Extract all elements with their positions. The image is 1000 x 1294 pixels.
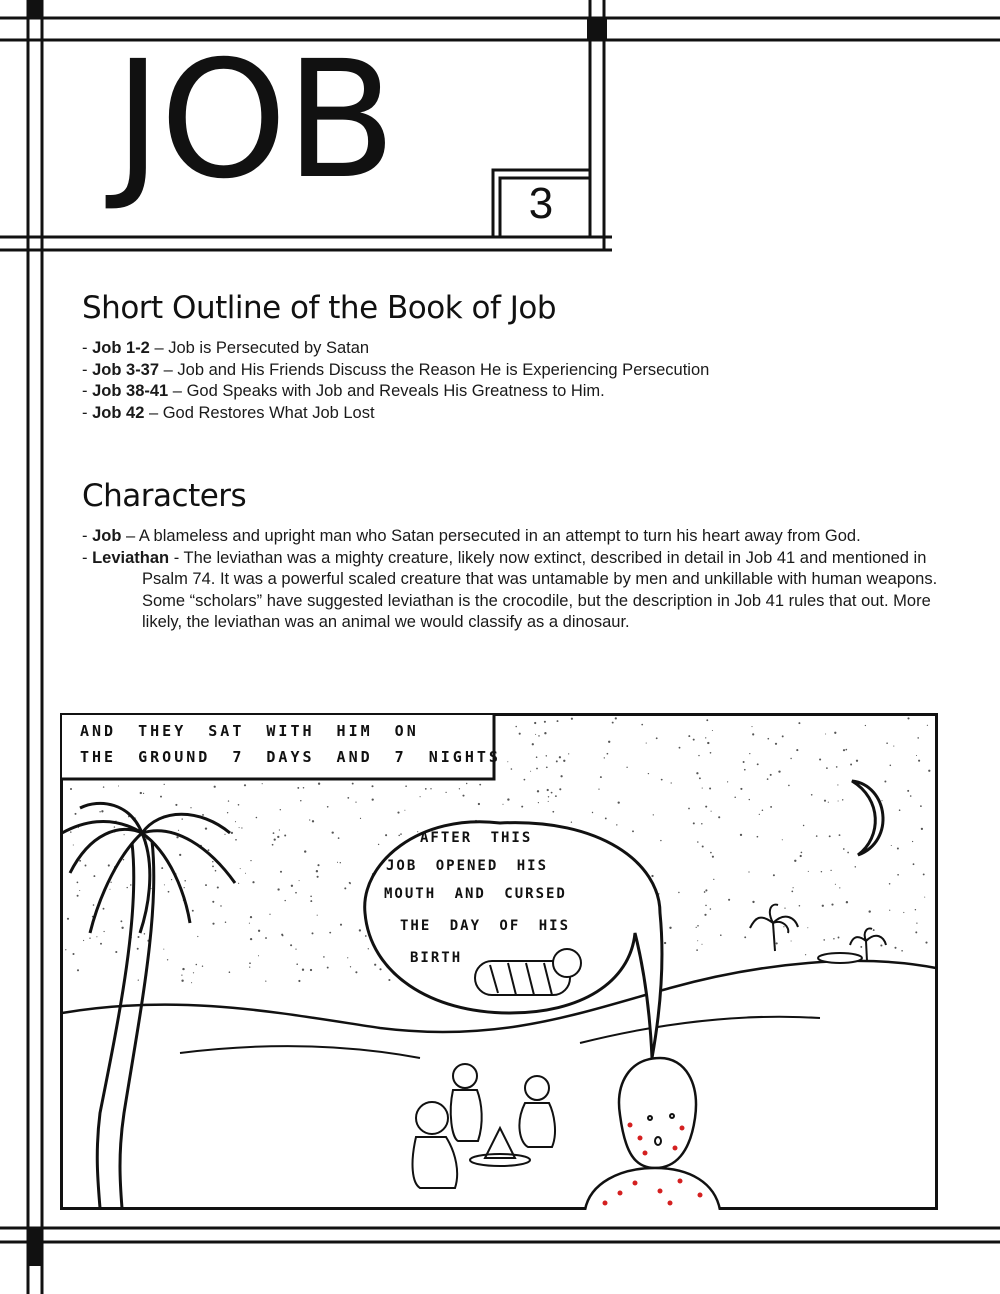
- character-description: – A blameless and upright man who Satan persecuted in an attempt to turn his heart away from God.: [121, 527, 861, 545]
- comic-caption-line-1: AND THEY SAT WITH HIM ON: [80, 722, 419, 740]
- characters-heading: Characters: [82, 478, 247, 514]
- outline-item: - Job 38-41 – God Speaks with Job and Reveals His Greatness to Him.: [82, 382, 605, 400]
- characters-list: [82, 526, 942, 634]
- bubble-text-line: BIRTH: [410, 950, 463, 966]
- book-title: JOB: [114, 27, 395, 215]
- outline-ref: Job 38-41: [92, 382, 169, 400]
- chapter-number: 3: [528, 179, 554, 228]
- bubble-text-line: JOB OPENED HIS: [386, 858, 549, 874]
- comic-panel: [60, 713, 938, 1210]
- outline-item: - Job 42 – God Restores What Job Lost: [82, 403, 375, 422]
- bubble-text-line: MOUTH AND CURSED: [384, 886, 567, 902]
- outline-item: - Job 3-37 – Job and His Friends Discuss the Reason He is Experiencing Persecution: [82, 360, 710, 379]
- outline-heading: Short Outline of the Book of Job: [82, 290, 557, 326]
- outline-text: – Job is Persecuted by Satan: [149, 339, 370, 357]
- characters-section: [82, 478, 942, 634]
- outline-ref: Job 1-2: [92, 339, 150, 357]
- character-name: Job: [92, 527, 122, 545]
- character-item: - Job – A blameless and upright man who Satan persecuted in an attempt to turn his heart away from God.: [82, 527, 861, 545]
- outline-section: [82, 290, 942, 424]
- comic-caption-line-2: THE GROUND 7 DAYS AND 7 NIGHTS: [80, 748, 501, 766]
- outline-item: - Job 1-2 – Job is Persecuted by Satan: [82, 339, 370, 357]
- outline-list: [82, 338, 942, 424]
- outline-text: – Job and His Friends Discuss the Reason He is Experiencing Persecution: [159, 360, 710, 379]
- bubble-text-line: AFTER THIS: [420, 830, 533, 846]
- outline-text: – God Speaks with Job and Reveals His Greatness to Him.: [168, 382, 605, 400]
- outline-ref: Job 42: [92, 403, 145, 422]
- outline-text: – God Restores What Job Lost: [144, 403, 375, 422]
- bubble-text-line: THE DAY OF HIS: [400, 918, 571, 934]
- outline-ref: Job 3-37: [92, 360, 160, 379]
- character-item: - Leviathan - The leviathan was a mighty creature, likely now extinct, described in detail in Job 41 and mentioned in Psalm 74. It was a powerful scaled creature that was untamable by men and unkillable with human weapons. Some “scholars” have suggested leviathan is the crocodile, but the description in Job 41 rules that out. More likely, the leviathan was an animal we would classify as a dinosaur.: [82, 548, 938, 631]
- character-name: Leviathan: [92, 548, 170, 567]
- character-description: - The leviathan was a mighty creature, likely now extinct, described in detail in Job 41 and mentioned in Psalm 74. It was a powerful scaled creature that was untamable by men and unkillable with human weapons. Some “scholars” have suggested leviathan is the crocodile, but the description in Job 41 rules that out. More likely, the leviathan was an animal we would classify as a dinosaur.: [142, 548, 938, 631]
